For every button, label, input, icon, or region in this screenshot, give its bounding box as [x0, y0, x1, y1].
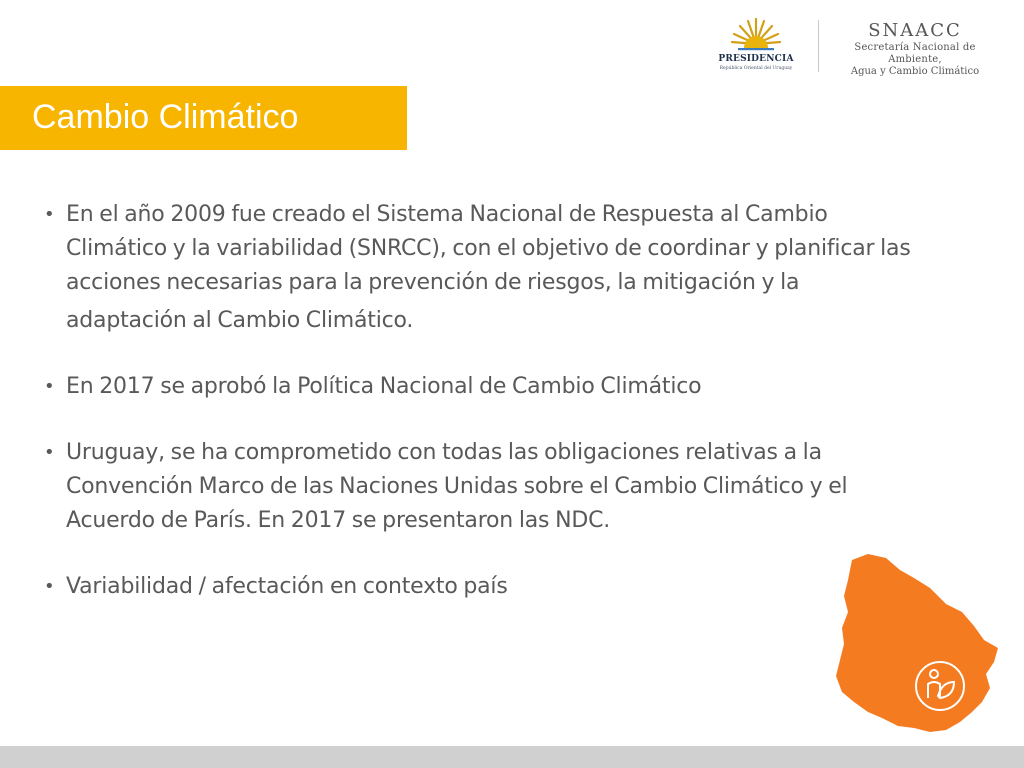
snaacc-acronym: SNAACC: [868, 20, 962, 41]
bullet-marker: •: [44, 376, 55, 397]
bullet-list: [44, 198, 984, 604]
sun-of-may-icon: [728, 18, 784, 54]
bullet-line: Acuerdo de París. En 2017 se presentaron las NDC.: [66, 508, 611, 533]
bullet-marker: •: [44, 576, 55, 597]
slide-title: Cambio Climático: [32, 98, 299, 136]
presidencia-logo: [706, 18, 806, 78]
bullet-line: Convención Marco de las Naciones Unidas sobre el Cambio Climático y el: [66, 474, 848, 499]
presidencia-title: PRESIDENCIA: [718, 54, 794, 64]
bullet-line: Climático y la variabilidad (SNRCC), con el objetivo de coordinar y planificar las: [66, 236, 911, 261]
header-divider: [818, 20, 819, 72]
footer-bar: [0, 746, 1024, 768]
bullet-line: acciones necesarias para la prevención de riesgos, la mitigación y la: [66, 270, 800, 295]
bullet-line: Variabilidad / afectación en contexto país: [66, 574, 508, 599]
bullet-marker: •: [44, 442, 55, 463]
uruguay-map-icon: [834, 552, 1004, 734]
bullet-item: [44, 198, 984, 338]
bullet-line: En 2017 se aprobó la Política Nacional de Cambio Climático: [66, 374, 702, 399]
bullet-line: En el año 2009 fue creado el Sistema Nacional de Respuesta al Cambio: [66, 202, 828, 227]
bullet-marker: •: [44, 204, 55, 225]
snaacc-name-line-2: Agua y Cambio Climático: [850, 66, 980, 77]
bullet-line: Uruguay, se ha comprometido con todas las obligaciones relativas a la: [66, 440, 822, 465]
snaacc-logo: [826, 20, 1004, 78]
bullet-item: [44, 370, 984, 404]
presidencia-subtitle: República Oriental del Uruguay: [719, 66, 793, 71]
snaacc-name-line-1: Secretaría Nacional de Ambiente,: [854, 42, 976, 65]
bullet-item: [44, 436, 984, 538]
bullet-line: adaptación al Cambio Climático.: [66, 308, 414, 333]
